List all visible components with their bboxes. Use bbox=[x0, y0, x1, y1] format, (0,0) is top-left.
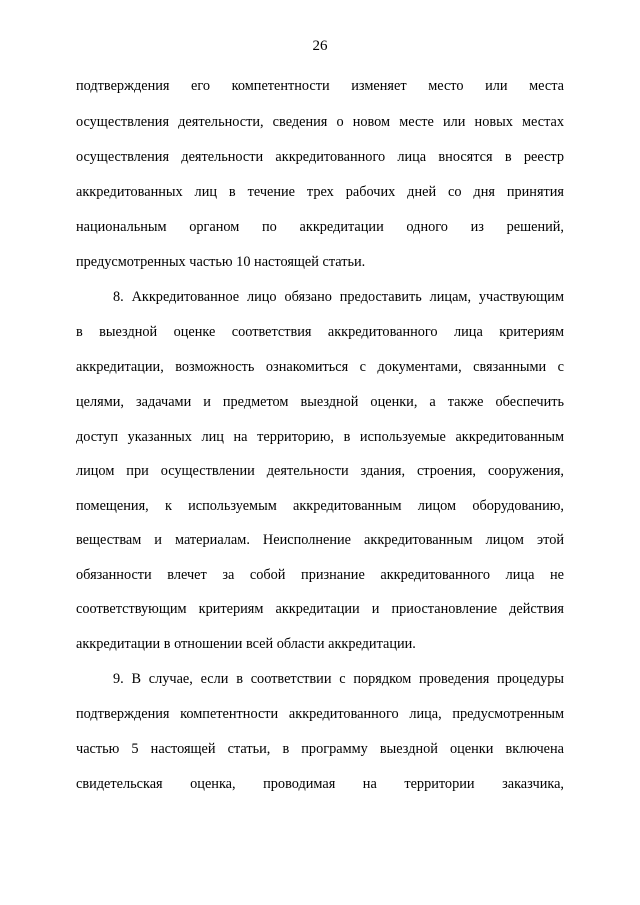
text-line: целями, задачами и предметом выездной оценки, а также обеспечить bbox=[76, 394, 564, 410]
text-line: веществам и материалам. Неисполнение аккредитованным лицом этой bbox=[76, 532, 564, 548]
text-line: осуществления деятельности аккредитованного лица вносятся в реестр bbox=[76, 149, 564, 165]
text-line: предусмотренных частью 10 настоящей статьи. bbox=[76, 254, 366, 270]
text-line: национальным органом по аккредитации одного из решений, bbox=[76, 219, 564, 235]
text-line: подтверждения компетентности аккредитованного лица, предусмотренным bbox=[76, 706, 564, 722]
text-line: соответствующим критериям аккредитации и приостановление действия bbox=[76, 601, 564, 617]
text-line: частью 5 настоящей статьи, в программу выездной оценки включена bbox=[76, 741, 564, 757]
text-line: аккредитации, возможность ознакомиться с документами, связанными с bbox=[76, 359, 564, 375]
text-line: аккредитации в отношении всей области аккредитации. bbox=[76, 636, 416, 652]
paragraph-8-first-line: 8. Аккредитованное лицо обязано предоставить лицам, участвующим bbox=[113, 289, 564, 305]
text-line: свидетельская оценка, проводимая на территории заказчика, bbox=[76, 776, 564, 792]
page-number: 26 bbox=[312, 38, 328, 54]
text-line: обязанности влечет за собой признание аккредитованного лица не bbox=[76, 567, 564, 583]
text-line: помещения, к используемым аккредитованным лицом оборудованию, bbox=[76, 498, 564, 514]
text-line: лицом при осуществлении деятельности здания, строения, сооружения, bbox=[76, 463, 564, 479]
text-line: подтверждения его компетентности изменяет место или места bbox=[76, 78, 564, 94]
text-line: осуществления деятельности, сведения о новом месте или новых местах bbox=[76, 114, 564, 130]
text-line: аккредитованных лиц в течение трех рабочих дней со дня принятия bbox=[76, 184, 564, 200]
paragraph-9-first-line: 9. В случае, если в соответствии с порядком проведения процедуры bbox=[113, 671, 564, 687]
text-line: в выездной оценке соответствия аккредитованного лица критериям bbox=[76, 324, 564, 340]
text-line: доступ указанных лиц на территорию, в используемые аккредитованным bbox=[76, 429, 564, 445]
